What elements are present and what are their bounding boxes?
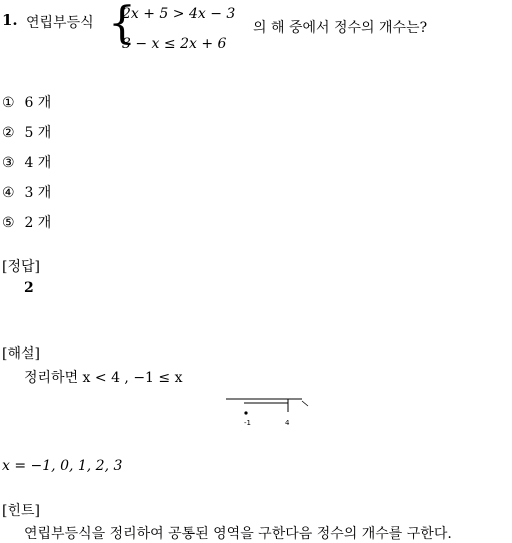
choice-mark: ④ — [2, 185, 15, 201]
number-line — [222, 392, 314, 428]
choice-1[interactable] — [2, 92, 51, 112]
explanation-result: x = −1, 0, 1, 2, 3 — [2, 458, 123, 474]
choice-mark: ③ — [2, 155, 15, 171]
number-line-left-tick: -1 — [244, 419, 251, 427]
choice-3[interactable] — [2, 152, 51, 172]
choice-5[interactable] — [2, 212, 51, 232]
hint-label: [힌트] — [2, 503, 40, 519]
choice-text: 6 개 — [24, 95, 52, 111]
question-suffix: 의 해 중에서 정수의 개수는? — [253, 20, 428, 36]
number-line-arrow — [302, 401, 308, 406]
answer-label: [정답] — [2, 259, 40, 275]
choice-4[interactable] — [2, 182, 51, 202]
choice-mark: ⑤ — [2, 215, 15, 231]
question-number: 1. — [2, 11, 18, 29]
choice-2[interactable] — [2, 122, 51, 142]
choice-text: 3 개 — [24, 185, 52, 201]
explanation-label: [해설] — [2, 346, 40, 362]
number-line-right-tick: 4 — [285, 419, 290, 427]
choice-text: 2 개 — [24, 215, 52, 231]
answer-value: 2 — [24, 280, 34, 296]
choice-mark: ② — [2, 125, 15, 141]
number-line-point — [244, 411, 247, 414]
hint-text: 연립부등식을 정리하여 공통된 영역을 구한다음 정수의 개수를 구한다. — [24, 526, 452, 542]
question-prefix: 연립부등식 — [26, 15, 94, 31]
choice-mark: ① — [2, 95, 15, 111]
system-brace: { — [108, 0, 136, 49]
explanation-text: 정리하면 x < 4 , −1 ≤ x — [24, 370, 183, 386]
choice-text: 4 개 — [24, 155, 52, 171]
inequality-line-1: 2x + 5 > 4x − 3 — [122, 6, 236, 22]
inequality-line-2: 3 − x ≤ 2x + 6 — [122, 36, 227, 52]
choice-text: 5 개 — [24, 125, 52, 141]
